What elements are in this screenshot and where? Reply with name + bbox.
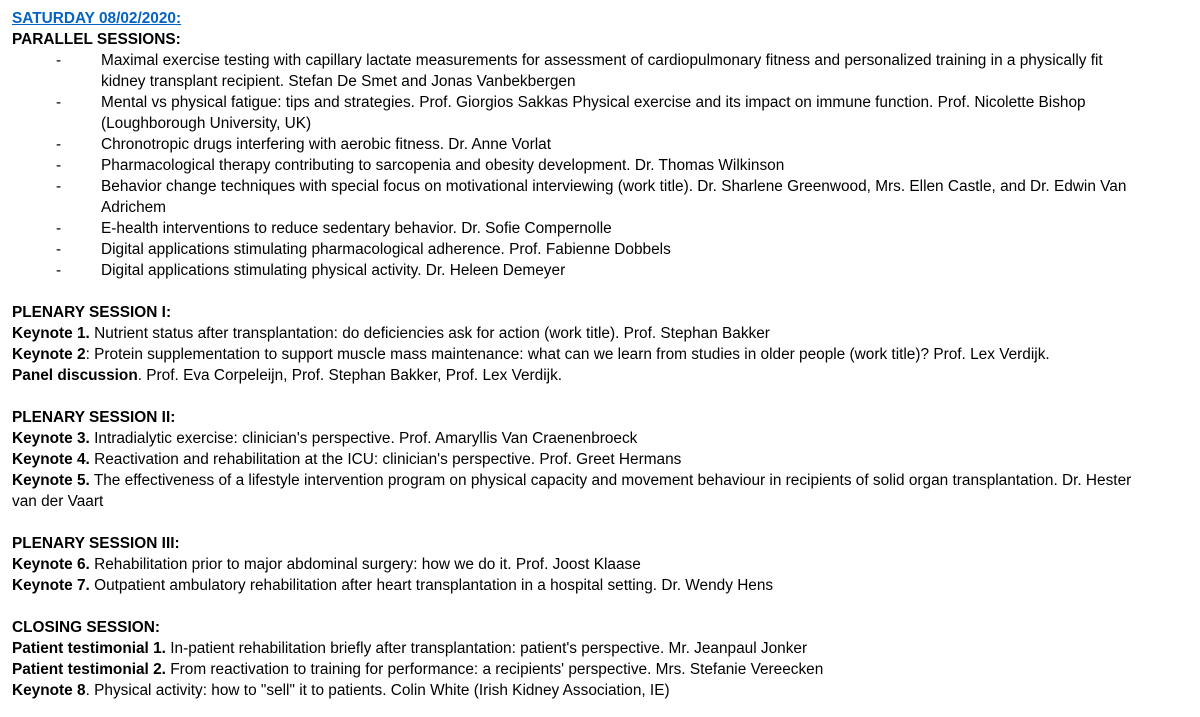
list-item-text: Pharmacological therapy contributing to sarcopenia and obesity development. Dr. Thomas Wilkinson	[101, 157, 785, 174]
list-item	[12, 239, 1140, 260]
bullet-dash: -	[56, 157, 62, 174]
list-item	[12, 92, 1140, 134]
list-item-text: Digital applications stimulating pharmacological adherence. Prof. Fabienne Dobbels	[101, 241, 671, 258]
bullet-dash: -	[56, 220, 62, 237]
bullet-dash: -	[56, 94, 62, 111]
item-label: Keynote 5.	[12, 472, 90, 489]
session-item	[12, 659, 1140, 680]
session-item	[12, 638, 1140, 659]
plenary-session-1-title: PLENARY SESSION I:	[12, 304, 172, 321]
list-item-text: Chronotropic drugs interfering with aerobic fitness. Dr. Anne Vorlat	[101, 136, 551, 153]
list-item	[12, 134, 1140, 155]
spacer	[12, 386, 1140, 407]
list-item	[12, 155, 1140, 176]
session-item	[12, 365, 1140, 386]
session-item	[12, 554, 1140, 575]
item-text: . Prof. Eva Corpeleijn, Prof. Stephan Bakker, Prof. Lex Verdijk.	[137, 367, 563, 384]
list-item	[12, 176, 1140, 218]
item-label: Keynote 1.	[12, 325, 90, 342]
session-item	[12, 449, 1140, 470]
session-item	[12, 575, 1140, 596]
list-item-text: Behavior change techniques with special focus on motivational interviewing (work title). Dr. Sharlene Greenwood, Mrs. Ellen Castle, and Dr. Edwin Van Adrichem	[101, 178, 1127, 216]
session-item	[12, 323, 1140, 344]
item-label: Keynote 3.	[12, 430, 90, 447]
list-item-text: Digital applications stimulating physical activity. Dr. Heleen Demeyer	[101, 262, 566, 279]
spacer	[12, 281, 1140, 302]
session-item	[12, 680, 1140, 701]
item-label: Keynote 4.	[12, 451, 90, 468]
plenary-session-2-title: PLENARY SESSION II:	[12, 409, 176, 426]
item-text: Nutrient status after transplantation: do deficiencies ask for action (work title). Prof. Stephan Bakker	[89, 325, 770, 342]
list-item-text: Maximal exercise testing with capillary lactate measurements for assessment of cardiopulmonary fitness and personalized training in a physically fit kidney transplant recipient. Stefan De Smet and Jonas Vanbekbergen	[101, 52, 1103, 90]
item-text: Intradialytic exercise: clinician's perspective. Prof. Amaryllis Van Craenenbroeck	[89, 430, 638, 447]
item-label: Panel discussion	[12, 367, 138, 384]
item-text: . Physical activity: how to "sell" it to patients. Colin White (Irish Kidney Association, IE)	[85, 682, 670, 699]
session-item	[12, 428, 1140, 449]
list-item	[12, 260, 1140, 281]
list-item	[12, 218, 1140, 239]
session-item	[12, 344, 1140, 365]
bullet-dash: -	[56, 136, 62, 153]
item-text: : Protein supplementation to support muscle mass maintenance: what can we learn from studies in older people (work title)? Prof. Lex Verdijk.	[85, 346, 1050, 363]
item-text: Outpatient ambulatory rehabilitation after heart transplantation in a hospital setting. Dr. Wendy Hens	[89, 577, 774, 594]
bullet-dash: -	[56, 178, 62, 195]
item-text: The effectiveness of a lifestyle intervention program on physical capacity and movement behaviour in recipients of solid organ transplantation. Dr. Hester van der Vaart	[12, 472, 1132, 510]
item-label: Keynote 7.	[12, 577, 90, 594]
item-text: In-patient rehabilitation briefly after transplantation: patient's perspective. Mr. Jeanpaul Jonker	[165, 640, 808, 657]
plenary-session-3-title: PLENARY SESSION III:	[12, 535, 180, 552]
item-label: Keynote 6.	[12, 556, 90, 573]
bullet-dash: -	[56, 241, 62, 258]
day-title: SATURDAY 08/02/2020:	[12, 10, 182, 27]
item-text: Rehabilitation prior to major abdominal surgery: how we do it. Prof. Joost Klaase	[89, 556, 641, 573]
item-label: Keynote 8	[12, 682, 86, 699]
parallel-sessions-title: PARALLEL SESSIONS:	[12, 31, 181, 48]
list-item-text: E-health interventions to reduce sedentary behavior. Dr. Sofie Compernolle	[101, 220, 612, 237]
closing-session-title: CLOSING SESSION:	[12, 619, 160, 636]
item-label: Patient testimonial 1.	[12, 640, 166, 657]
item-text: From reactivation to training for performance: a recipients' perspective. Mrs. Stefanie Vereecken	[165, 661, 824, 678]
spacer	[12, 512, 1140, 533]
item-label: Patient testimonial 2.	[12, 661, 166, 678]
bullet-dash: -	[56, 262, 62, 279]
list-item-text: Mental vs physical fatigue: tips and strategies. Prof. Giorgios Sakkas Physical exercise and its impact on immune function. Prof. Nicolette Bishop (Loughborough University, UK)	[101, 94, 1086, 132]
spacer	[12, 596, 1140, 617]
parallel-sessions-list	[12, 50, 1140, 281]
bullet-dash: -	[56, 52, 62, 69]
item-text: Reactivation and rehabilitation at the ICU: clinician's perspective. Prof. Greet Hermans	[89, 451, 682, 468]
list-item	[12, 50, 1140, 92]
item-label: Keynote 2	[12, 346, 86, 363]
session-item	[12, 470, 1140, 512]
